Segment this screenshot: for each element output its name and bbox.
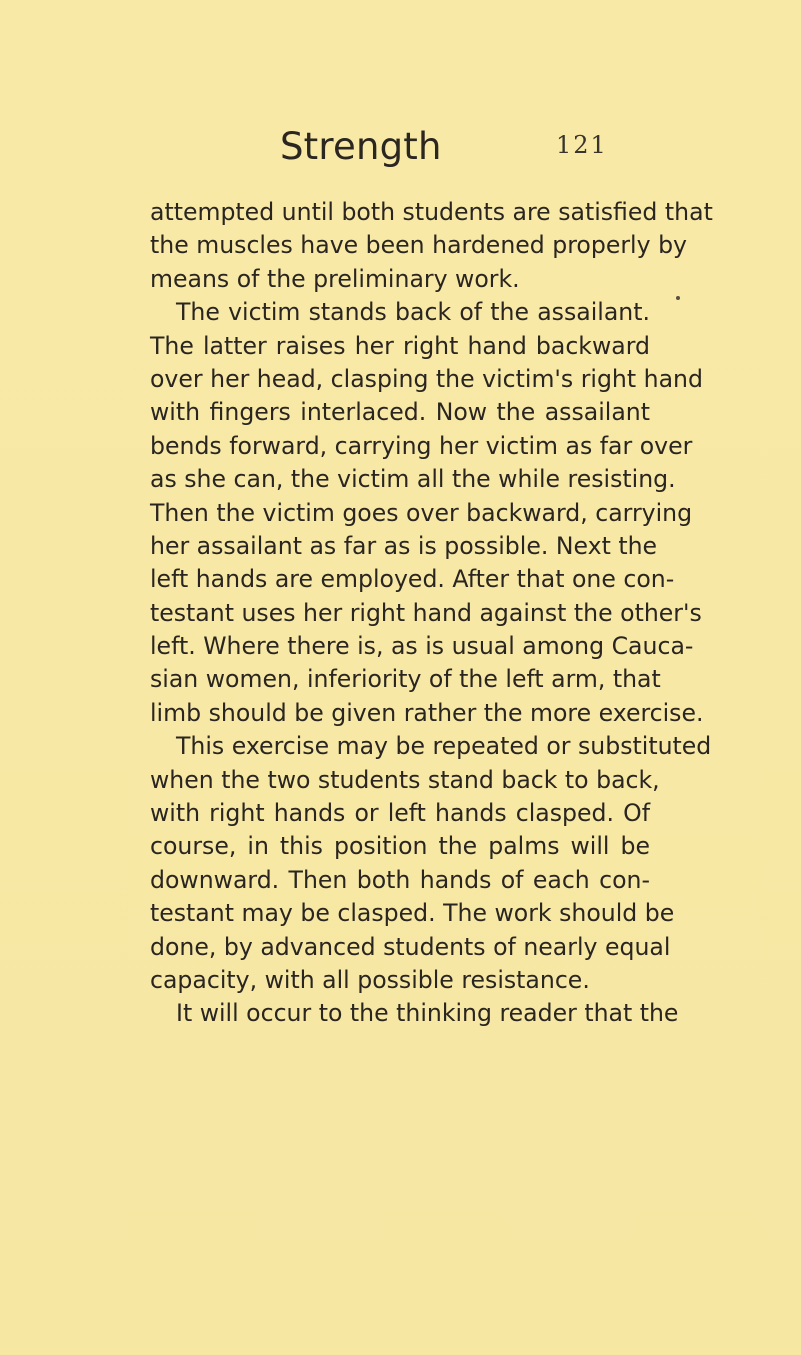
text-line: It will occur to the thinking reader that the <box>176 999 679 1028</box>
page-number: 121 <box>556 131 608 159</box>
text-line: over her head, clasping the victim's right hand <box>150 364 703 393</box>
text-line: limb should be given rather the more exercise. <box>150 698 704 727</box>
text-line: her assailant as far as is possible. Next the <box>150 531 658 560</box>
text-line: done, by advanced students of nearly equal <box>150 932 671 961</box>
text-line: testant may be clasped. The work should be <box>150 899 675 928</box>
running-title: Strength <box>280 125 442 168</box>
text-line: attempted until both students are satisfied that <box>150 198 713 226</box>
text-line: when the two students stand back to back, <box>150 765 660 794</box>
text-line: This exercise may be repeated or substituted <box>176 732 712 761</box>
text-line: means of the preliminary work. <box>150 264 520 293</box>
text-line: course, in this position the palms will be <box>150 832 650 861</box>
text-line: left hands are employed. After that one con- <box>150 565 675 594</box>
text-line: downward. Then both hands of each con- <box>150 865 650 894</box>
text-line: left. Where there is, as is usual among Cauca- <box>150 632 694 661</box>
text-line: with right hands or left hands clasped. Of <box>150 799 650 828</box>
text-line: testant uses her right hand against the other's <box>150 598 702 627</box>
text-line: with fingers interlaced. Now the assailant <box>150 398 650 427</box>
text-line: the muscles have been hardened properly by <box>150 231 688 260</box>
text-line: as she can, the victim all the while resisting. <box>150 465 676 494</box>
stray-ink-dot <box>676 296 680 300</box>
text-line: The victim stands back of the assailant. <box>176 298 650 327</box>
text-line: bends forward, carrying her victim as far over <box>150 431 693 460</box>
text-line: sian women, inferiority of the left arm, that <box>150 665 661 694</box>
text-line: capacity, with all possible resistance. <box>150 965 590 994</box>
page-header <box>0 122 801 172</box>
text-line: Then the victim goes over backward, carrying <box>150 498 693 527</box>
body-text <box>150 196 713 1031</box>
text-line: The latter raises her right hand backward <box>150 331 650 360</box>
